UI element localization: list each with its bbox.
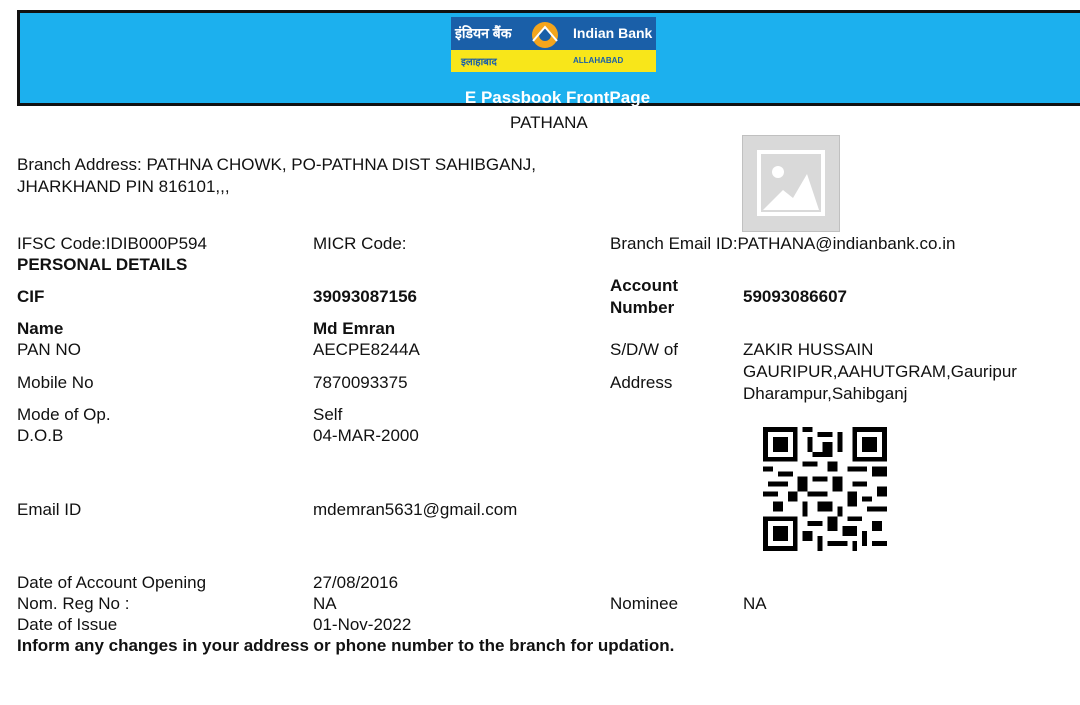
nominee-value: NA: [743, 594, 767, 613]
account-label-line1: Account: [610, 276, 678, 295]
branch-email: Branch Email ID:PATHANA@indianbank.co.in: [610, 234, 956, 253]
logo-hindi-sub: इलाहाबाद: [461, 57, 497, 68]
logo-hindi-text: इंडियन बैंक: [455, 25, 512, 41]
pan-label: PAN NO: [17, 340, 81, 359]
qr-code: [763, 427, 887, 551]
branch-name: PATHANA: [510, 113, 588, 132]
address-line1: GAURIPUR,AAHUTGRAM,Gauripur: [743, 362, 1017, 381]
account-number-value: 59093086607: [743, 287, 848, 306]
dob-value: 04-MAR-2000: [313, 426, 419, 445]
cif-value: 39093087156: [313, 287, 418, 306]
nominee-label: Nominee: [610, 594, 679, 613]
dob-label: D.O.B: [17, 426, 64, 445]
header-banner: [17, 10, 1080, 106]
cif-label: CIF: [17, 287, 45, 306]
name-label: Name: [17, 319, 64, 338]
personal-details-heading: PERSONAL DETAILS: [17, 255, 188, 274]
photo-placeholder: [742, 135, 840, 232]
mode-value: Self: [313, 405, 343, 424]
issue-date-value: 01-Nov-2022: [313, 615, 412, 634]
account-label-line2: Number: [610, 298, 675, 317]
pan-value: AECPE8244A: [313, 340, 420, 359]
branch-address-line1: Branch Address: PATHNA CHOWK, PO-PATHNA DIST SAHIBGANJ,: [17, 155, 536, 174]
email-value: mdemran5631@gmail.com: [313, 500, 518, 519]
address-line2: Dharampur,Sahibganj: [743, 384, 908, 403]
sdw-label: S/D/W of: [610, 340, 679, 359]
micr-code: MICR Code:: [313, 234, 407, 253]
logo-english-sub: ALLAHABAD: [573, 56, 624, 65]
issue-date-label: Date of Issue: [17, 615, 118, 634]
nom-reg-label: Nom. Reg No :: [17, 594, 130, 613]
ifsc-code: IFSC Code:IDIB000P594: [17, 234, 207, 253]
mobile-label: Mobile No: [17, 373, 94, 392]
address-label: Address: [610, 373, 673, 392]
bank-emblem-icon: [529, 19, 561, 49]
footer-note: Inform any changes in your address or phone number to the branch for updation.: [17, 636, 675, 655]
mode-label: Mode of Op.: [17, 405, 111, 424]
image-placeholder-icon: [743, 136, 839, 231]
logo-english-text: Indian Bank: [573, 25, 653, 41]
passbook-title: E Passbook FrontPage: [464, 88, 651, 107]
name-value: Md Emran: [313, 319, 396, 338]
sdw-value: ZAKIR HUSSAIN: [743, 340, 874, 359]
indian-bank-logo: [451, 17, 656, 72]
account-opening-label: Date of Account Opening: [17, 573, 207, 592]
nom-reg-value: NA: [313, 594, 337, 613]
email-label: Email ID: [17, 500, 82, 519]
mobile-value: 7870093375: [313, 373, 408, 392]
branch-address-line2: JHARKHAND PIN 816101,,,: [17, 177, 230, 196]
account-opening-value: 27/08/2016: [313, 573, 399, 592]
